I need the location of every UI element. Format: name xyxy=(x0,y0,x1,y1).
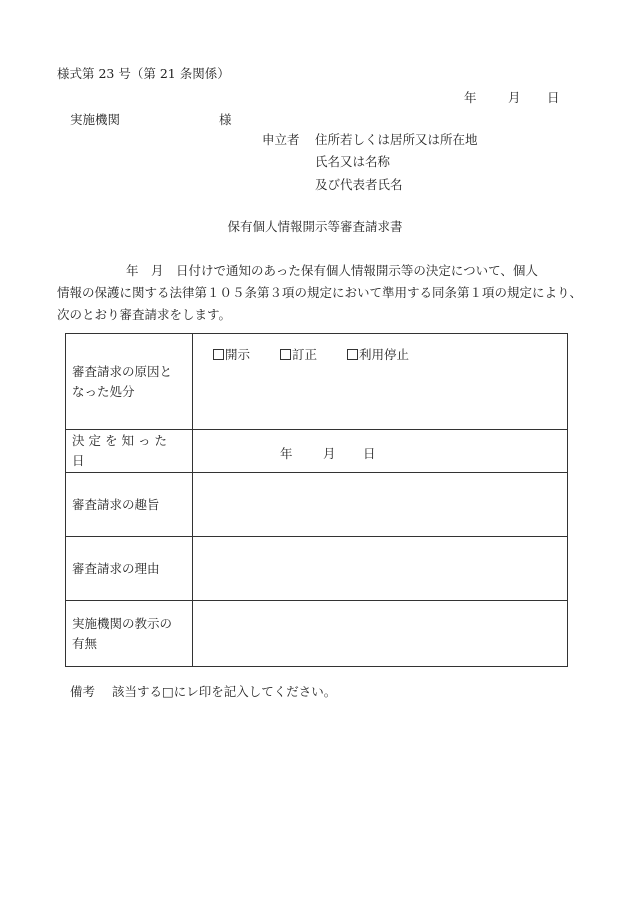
date-month: 月 xyxy=(508,90,521,105)
known-date-day: 日 xyxy=(363,446,376,461)
table-row xyxy=(66,537,568,601)
checkbox-icon[interactable] xyxy=(213,349,224,360)
row-label-purpose: 審査請求の趣旨 xyxy=(66,473,193,537)
date-day: 日 xyxy=(547,90,560,105)
row-label-reason: 審査請求の理由 xyxy=(66,537,193,601)
option-suspension[interactable]: 利用停止 xyxy=(347,345,409,363)
note-label: 備考 xyxy=(70,684,96,699)
addressee-honorific: 様 xyxy=(219,112,232,127)
option-disclosure[interactable]: 開示 xyxy=(213,345,250,363)
body-line: 次のとおり審査請求をします。 xyxy=(57,307,232,322)
addressee-org: 実施機関 xyxy=(70,112,121,127)
table-row xyxy=(66,334,568,430)
requester-address: 住所若しくは居所又は所在地 xyxy=(315,132,478,147)
known-date-month: 月 xyxy=(323,446,336,461)
requester-representative: 及び代表者氏名 xyxy=(315,177,403,192)
row-label-instruction: 実施機関の教示の 有無 xyxy=(66,601,193,667)
disposition-options xyxy=(193,334,568,430)
form-number: 様式第 23 号（第 21 条関係） xyxy=(57,66,230,81)
known-date-year: 年 xyxy=(280,446,293,461)
row-label-disposition: 審査請求の原因と なった処分 xyxy=(66,334,193,430)
checkbox-icon[interactable] xyxy=(347,349,358,360)
body-paragraph xyxy=(57,260,583,326)
note-text: 該当する□にレ印を記入してください。 xyxy=(112,684,337,699)
table-row xyxy=(66,601,568,667)
requester-label: 申立者 xyxy=(262,132,300,147)
table-row xyxy=(66,473,568,537)
known-date-field[interactable] xyxy=(193,430,568,473)
document-title: 保有個人情報開示等審査請求書 xyxy=(227,219,403,234)
checkbox-icon[interactable] xyxy=(280,349,291,360)
instruction-field[interactable] xyxy=(193,601,568,667)
option-correction[interactable]: 訂正 xyxy=(280,345,317,363)
reason-field[interactable] xyxy=(193,537,568,601)
purpose-field[interactable] xyxy=(193,473,568,537)
table-row xyxy=(66,430,568,473)
body-line: 情報の保護に関する法律第１０５条第３項の規定において準用する同条第１項の規定により、 xyxy=(57,285,583,300)
date-year: 年 xyxy=(464,90,477,105)
row-label-known-date: 決定を知った日 xyxy=(66,430,193,473)
requester-name: 氏名又は名称 xyxy=(315,154,391,169)
body-line: 年 月 日付けで通知のあった保有個人情報開示等の決定について、個人 xyxy=(126,263,538,278)
request-table xyxy=(65,333,568,667)
